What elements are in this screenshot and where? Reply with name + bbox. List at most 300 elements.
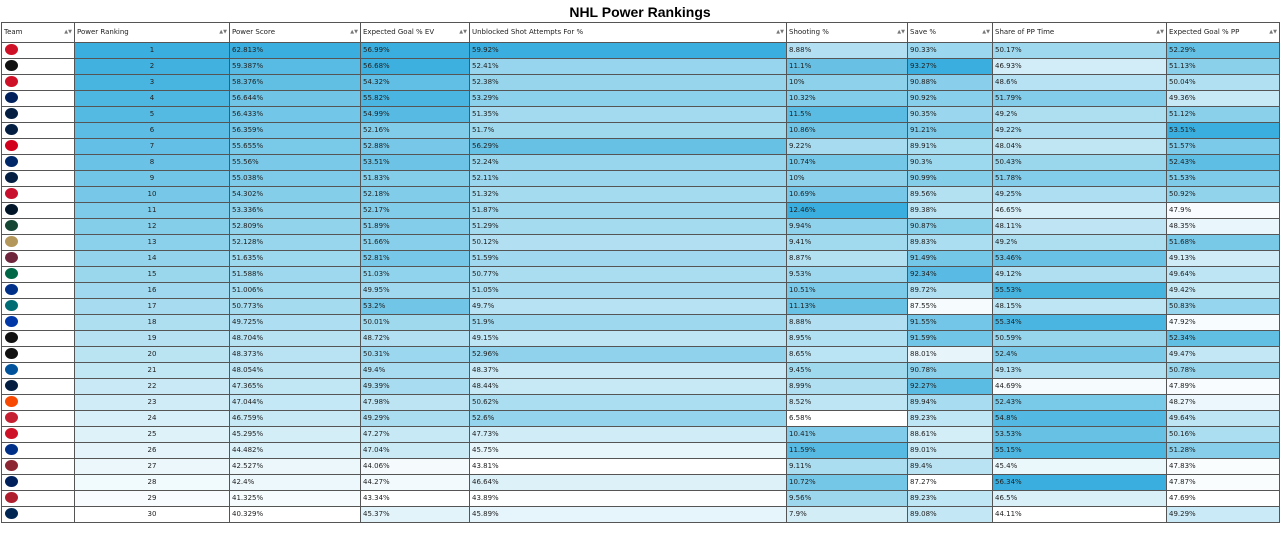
dallas-stars-logo bbox=[5, 268, 18, 279]
usa-cell: 52.96% bbox=[470, 347, 787, 363]
xg-ev-cell: 56.68% bbox=[361, 59, 470, 75]
table-row bbox=[2, 139, 1280, 155]
score-cell: 46.759% bbox=[230, 411, 361, 427]
power-ranking-cell: 15 bbox=[75, 267, 230, 283]
team-cell bbox=[2, 123, 75, 139]
sv-cell: 90.78% bbox=[908, 363, 993, 379]
xg-pp-cell: 49.64% bbox=[1167, 267, 1280, 283]
usa-cell: 46.64% bbox=[470, 475, 787, 491]
pp-cell: 51.79% bbox=[993, 91, 1167, 107]
sh-cell: 10% bbox=[787, 171, 908, 187]
sv-cell: 91.21% bbox=[908, 123, 993, 139]
power-ranking-cell: 3 bbox=[75, 75, 230, 91]
table-row bbox=[2, 507, 1280, 523]
table-row bbox=[2, 267, 1280, 283]
column-header-label: Expected Goal % EV bbox=[363, 27, 435, 36]
power-rankings-table bbox=[1, 22, 1280, 523]
xg-pp-cell: 48.27% bbox=[1167, 395, 1280, 411]
table-row bbox=[2, 43, 1280, 59]
xg-pp-cell: 50.78% bbox=[1167, 363, 1280, 379]
xg-ev-cell: 52.16% bbox=[361, 123, 470, 139]
xg-pp-cell: 47.69% bbox=[1167, 491, 1280, 507]
sh-cell: 9.45% bbox=[787, 363, 908, 379]
usa-cell: 51.35% bbox=[470, 107, 787, 123]
score-cell: 48.373% bbox=[230, 347, 361, 363]
xg-pp-cell: 49.13% bbox=[1167, 251, 1280, 267]
power-ranking-cell: 6 bbox=[75, 123, 230, 139]
colorado-avalanche-logo bbox=[5, 252, 18, 263]
sh-cell: 7.9% bbox=[787, 507, 908, 523]
xg-ev-cell: 53.51% bbox=[361, 155, 470, 171]
xg-pp-cell: 47.9% bbox=[1167, 203, 1280, 219]
table-row bbox=[2, 283, 1280, 299]
sh-cell: 10.32% bbox=[787, 91, 908, 107]
sh-cell: 11.1% bbox=[787, 59, 908, 75]
table-row bbox=[2, 107, 1280, 123]
pp-cell: 56.34% bbox=[993, 475, 1167, 491]
team-cell bbox=[2, 379, 75, 395]
usa-cell: 52.24% bbox=[470, 155, 787, 171]
usa-cell: 49.15% bbox=[470, 331, 787, 347]
xg-ev-cell: 51.89% bbox=[361, 219, 470, 235]
score-cell: 49.725% bbox=[230, 315, 361, 331]
xg-ev-cell: 52.17% bbox=[361, 203, 470, 219]
column-header-expected-goal-ev[interactable] bbox=[361, 23, 470, 43]
sv-cell: 93.27% bbox=[908, 59, 993, 75]
sv-cell: 88.61% bbox=[908, 427, 993, 443]
xg-pp-cell: 52.34% bbox=[1167, 331, 1280, 347]
sv-cell: 90.99% bbox=[908, 171, 993, 187]
sh-cell: 8.95% bbox=[787, 331, 908, 347]
xg-pp-cell: 52.43% bbox=[1167, 155, 1280, 171]
montreal-canadiens-logo bbox=[5, 492, 18, 503]
pp-cell: 53.53% bbox=[993, 427, 1167, 443]
team-cell bbox=[2, 411, 75, 427]
power-ranking-cell: 10 bbox=[75, 187, 230, 203]
table-row bbox=[2, 123, 1280, 139]
usa-cell: 51.32% bbox=[470, 187, 787, 203]
sh-cell: 10.86% bbox=[787, 123, 908, 139]
carolina-hurricanes-logo bbox=[5, 44, 18, 55]
team-cell bbox=[2, 315, 75, 331]
sh-cell: 9.94% bbox=[787, 219, 908, 235]
sort-arrow-icon[interactable]: ▲▼ bbox=[1269, 29, 1277, 35]
xg-pp-cell: 50.04% bbox=[1167, 75, 1280, 91]
xg-ev-cell: 47.27% bbox=[361, 427, 470, 443]
boston-bruins-logo bbox=[5, 60, 18, 71]
power-ranking-cell: 7 bbox=[75, 139, 230, 155]
team-cell bbox=[2, 507, 75, 523]
nashville-predators-logo bbox=[5, 380, 18, 391]
pp-cell: 50.17% bbox=[993, 43, 1167, 59]
power-ranking-cell: 22 bbox=[75, 379, 230, 395]
pp-cell: 46.5% bbox=[993, 491, 1167, 507]
sort-arrow-icon[interactable]: ▲▼ bbox=[982, 29, 990, 35]
table-row bbox=[2, 299, 1280, 315]
pp-cell: 49.25% bbox=[993, 187, 1167, 203]
sh-cell: 11.13% bbox=[787, 299, 908, 315]
column-header-label: Shooting % bbox=[789, 27, 829, 36]
power-ranking-cell: 8 bbox=[75, 155, 230, 171]
xg-ev-cell: 47.04% bbox=[361, 443, 470, 459]
table-row bbox=[2, 379, 1280, 395]
vegas-golden-knights-logo bbox=[5, 236, 18, 247]
table-row bbox=[2, 235, 1280, 251]
pp-cell: 48.11% bbox=[993, 219, 1167, 235]
team-cell bbox=[2, 75, 75, 91]
table-row bbox=[2, 91, 1280, 107]
xg-pp-cell: 47.83% bbox=[1167, 459, 1280, 475]
table-row bbox=[2, 59, 1280, 75]
sv-cell: 89.38% bbox=[908, 203, 993, 219]
team-cell bbox=[2, 91, 75, 107]
table-row bbox=[2, 315, 1280, 331]
team-cell bbox=[2, 363, 75, 379]
usa-cell: 56.29% bbox=[470, 139, 787, 155]
sh-cell: 10% bbox=[787, 75, 908, 91]
power-ranking-cell: 16 bbox=[75, 283, 230, 299]
power-ranking-cell: 29 bbox=[75, 491, 230, 507]
power-ranking-cell: 12 bbox=[75, 219, 230, 235]
sv-cell: 89.4% bbox=[908, 459, 993, 475]
table-row bbox=[2, 171, 1280, 187]
power-ranking-cell: 4 bbox=[75, 91, 230, 107]
sv-cell: 89.91% bbox=[908, 139, 993, 155]
minnesota-wild-logo bbox=[5, 220, 18, 231]
usa-cell: 50.12% bbox=[470, 235, 787, 251]
score-cell: 48.704% bbox=[230, 331, 361, 347]
st-louis-blues-logo bbox=[5, 444, 18, 455]
sv-cell: 88.01% bbox=[908, 347, 993, 363]
pp-cell: 48.6% bbox=[993, 75, 1167, 91]
xg-pp-cell: 47.89% bbox=[1167, 379, 1280, 395]
philadelphia-flyers-logo bbox=[5, 396, 18, 407]
usa-cell: 52.6% bbox=[470, 411, 787, 427]
sh-cell: 8.88% bbox=[787, 315, 908, 331]
score-cell: 47.044% bbox=[230, 395, 361, 411]
sh-cell: 12.46% bbox=[787, 203, 908, 219]
team-cell bbox=[2, 283, 75, 299]
team-cell bbox=[2, 427, 75, 443]
sh-cell: 11.5% bbox=[787, 107, 908, 123]
new-jersey-devils-logo bbox=[5, 76, 18, 87]
usa-cell: 50.77% bbox=[470, 267, 787, 283]
table-row bbox=[2, 219, 1280, 235]
xg-pp-cell: 47.87% bbox=[1167, 475, 1280, 491]
sh-cell: 9.22% bbox=[787, 139, 908, 155]
sv-cell: 89.08% bbox=[908, 507, 993, 523]
usa-cell: 43.81% bbox=[470, 459, 787, 475]
sh-cell: 9.11% bbox=[787, 459, 908, 475]
sv-cell: 91.49% bbox=[908, 251, 993, 267]
florida-panthers-logo bbox=[5, 188, 18, 199]
table-row bbox=[2, 363, 1280, 379]
table-row bbox=[2, 427, 1280, 443]
sv-cell: 89.56% bbox=[908, 187, 993, 203]
sort-arrow-icon[interactable]: ▲▼ bbox=[776, 29, 784, 35]
usa-cell: 53.29% bbox=[470, 91, 787, 107]
team-cell bbox=[2, 331, 75, 347]
page-title: NHL Power Rankings bbox=[569, 4, 711, 20]
xg-pp-cell: 49.42% bbox=[1167, 283, 1280, 299]
team-cell bbox=[2, 155, 75, 171]
pp-cell: 44.11% bbox=[993, 507, 1167, 523]
power-ranking-cell: 17 bbox=[75, 299, 230, 315]
pp-cell: 45.4% bbox=[993, 459, 1167, 475]
sh-cell: 8.88% bbox=[787, 43, 908, 59]
score-cell: 50.773% bbox=[230, 299, 361, 315]
score-cell: 55.56% bbox=[230, 155, 361, 171]
sv-cell: 92.27% bbox=[908, 379, 993, 395]
sv-cell: 90.35% bbox=[908, 107, 993, 123]
score-cell: 56.359% bbox=[230, 123, 361, 139]
xg-ev-cell: 45.37% bbox=[361, 507, 470, 523]
usa-cell: 49.7% bbox=[470, 299, 787, 315]
power-ranking-cell: 1 bbox=[75, 43, 230, 59]
table-row bbox=[2, 347, 1280, 363]
usa-cell: 43.89% bbox=[470, 491, 787, 507]
new-york-rangers-logo bbox=[5, 316, 18, 327]
sort-arrow-icon[interactable]: ▲▼ bbox=[64, 29, 72, 35]
sh-cell: 10.41% bbox=[787, 427, 908, 443]
usa-cell: 48.37% bbox=[470, 363, 787, 379]
score-cell: 58.376% bbox=[230, 75, 361, 91]
sh-cell: 10.51% bbox=[787, 283, 908, 299]
table-body bbox=[2, 43, 1280, 523]
team-cell bbox=[2, 347, 75, 363]
team-cell bbox=[2, 459, 75, 475]
power-ranking-cell: 11 bbox=[75, 203, 230, 219]
power-ranking-cell: 26 bbox=[75, 443, 230, 459]
xg-pp-cell: 47.92% bbox=[1167, 315, 1280, 331]
table-row bbox=[2, 155, 1280, 171]
xg-ev-cell: 54.32% bbox=[361, 75, 470, 91]
pp-cell: 49.12% bbox=[993, 267, 1167, 283]
xg-ev-cell: 44.27% bbox=[361, 475, 470, 491]
sv-cell: 89.72% bbox=[908, 283, 993, 299]
team-cell bbox=[2, 107, 75, 123]
arizona-coyotes-logo bbox=[5, 460, 18, 471]
pp-cell: 51.78% bbox=[993, 171, 1167, 187]
sv-cell: 91.55% bbox=[908, 315, 993, 331]
sh-cell: 6.58% bbox=[787, 411, 908, 427]
pp-cell: 55.15% bbox=[993, 443, 1167, 459]
table-row bbox=[2, 203, 1280, 219]
power-ranking-cell: 25 bbox=[75, 427, 230, 443]
xg-ev-cell: 49.39% bbox=[361, 379, 470, 395]
sort-arrow-icon[interactable]: ▲▼ bbox=[459, 29, 467, 35]
team-cell bbox=[2, 443, 75, 459]
xg-ev-cell: 44.06% bbox=[361, 459, 470, 475]
table-row bbox=[2, 443, 1280, 459]
usa-cell: 45.75% bbox=[470, 443, 787, 459]
table-row bbox=[2, 459, 1280, 475]
calgary-flames-logo bbox=[5, 140, 18, 151]
column-header-label: Unblocked Shot Attempts For % bbox=[472, 27, 584, 36]
score-cell: 53.336% bbox=[230, 203, 361, 219]
pp-cell: 44.69% bbox=[993, 379, 1167, 395]
team-cell bbox=[2, 267, 75, 283]
power-ranking-cell: 9 bbox=[75, 171, 230, 187]
score-cell: 41.325% bbox=[230, 491, 361, 507]
xg-ev-cell: 54.99% bbox=[361, 107, 470, 123]
column-header-power-score[interactable] bbox=[230, 23, 361, 43]
xg-ev-cell: 43.34% bbox=[361, 491, 470, 507]
team-cell bbox=[2, 299, 75, 315]
sv-cell: 90.87% bbox=[908, 219, 993, 235]
column-header-save[interactable] bbox=[908, 23, 993, 43]
washington-capitals-logo bbox=[5, 172, 18, 183]
xg-ev-cell: 50.31% bbox=[361, 347, 470, 363]
xg-pp-cell: 51.12% bbox=[1167, 107, 1280, 123]
xg-ev-cell: 51.66% bbox=[361, 235, 470, 251]
sv-cell: 90.33% bbox=[908, 43, 993, 59]
xg-ev-cell: 50.01% bbox=[361, 315, 470, 331]
ottawa-senators-logo bbox=[5, 412, 18, 423]
xg-ev-cell: 48.72% bbox=[361, 331, 470, 347]
pp-cell: 49.2% bbox=[993, 107, 1167, 123]
xg-pp-cell: 50.92% bbox=[1167, 187, 1280, 203]
team-cell bbox=[2, 219, 75, 235]
team-cell bbox=[2, 235, 75, 251]
los-angeles-kings-logo bbox=[5, 348, 18, 359]
sort-arrow-icon[interactable]: ▲▼ bbox=[350, 29, 358, 35]
sh-cell: 9.56% bbox=[787, 491, 908, 507]
table-row bbox=[2, 331, 1280, 347]
pp-cell: 54.8% bbox=[993, 411, 1167, 427]
xg-pp-cell: 49.29% bbox=[1167, 507, 1280, 523]
table-row bbox=[2, 491, 1280, 507]
xg-ev-cell: 51.83% bbox=[361, 171, 470, 187]
power-ranking-cell: 23 bbox=[75, 395, 230, 411]
sh-cell: 8.52% bbox=[787, 395, 908, 411]
xg-pp-cell: 53.51% bbox=[1167, 123, 1280, 139]
score-cell: 51.006% bbox=[230, 283, 361, 299]
column-header-team[interactable] bbox=[2, 23, 75, 43]
table-row bbox=[2, 411, 1280, 427]
usa-cell: 51.7% bbox=[470, 123, 787, 139]
xg-ev-cell: 51.03% bbox=[361, 267, 470, 283]
xg-ev-cell: 49.95% bbox=[361, 283, 470, 299]
score-cell: 45.295% bbox=[230, 427, 361, 443]
score-cell: 55.038% bbox=[230, 171, 361, 187]
score-cell: 40.329% bbox=[230, 507, 361, 523]
team-cell bbox=[2, 491, 75, 507]
pp-cell: 55.34% bbox=[993, 315, 1167, 331]
column-header-expected-goal-pp[interactable] bbox=[1167, 23, 1280, 43]
column-header-share-pp-time[interactable] bbox=[993, 23, 1167, 43]
vancouver-canucks-logo bbox=[5, 476, 18, 487]
team-cell bbox=[2, 187, 75, 203]
team-cell bbox=[2, 475, 75, 491]
xg-ev-cell: 49.4% bbox=[361, 363, 470, 379]
score-cell: 59.387% bbox=[230, 59, 361, 75]
usa-cell: 52.41% bbox=[470, 59, 787, 75]
score-cell: 42.4% bbox=[230, 475, 361, 491]
xg-pp-cell: 51.13% bbox=[1167, 59, 1280, 75]
xg-ev-cell: 53.2% bbox=[361, 299, 470, 315]
sort-arrow-icon[interactable]: ▲▼ bbox=[1156, 29, 1164, 35]
xg-pp-cell: 51.28% bbox=[1167, 443, 1280, 459]
xg-ev-cell: 49.29% bbox=[361, 411, 470, 427]
sv-cell: 89.83% bbox=[908, 235, 993, 251]
usa-cell: 51.05% bbox=[470, 283, 787, 299]
buffalo-sabres-logo bbox=[5, 284, 18, 295]
score-cell: 54.302% bbox=[230, 187, 361, 203]
sort-arrow-icon[interactable]: ▲▼ bbox=[219, 29, 227, 35]
column-header-unblocked-shot-attempts[interactable] bbox=[470, 23, 787, 43]
sh-cell: 9.41% bbox=[787, 235, 908, 251]
usa-cell: 52.11% bbox=[470, 171, 787, 187]
sv-cell: 87.55% bbox=[908, 299, 993, 315]
team-cell bbox=[2, 171, 75, 187]
pp-cell: 49.22% bbox=[993, 123, 1167, 139]
xg-pp-cell: 50.83% bbox=[1167, 299, 1280, 315]
pp-cell: 46.93% bbox=[993, 59, 1167, 75]
pp-cell: 49.2% bbox=[993, 235, 1167, 251]
power-ranking-cell: 5 bbox=[75, 107, 230, 123]
pittsburgh-penguins-logo bbox=[5, 332, 18, 343]
power-ranking-cell: 14 bbox=[75, 251, 230, 267]
sv-cell: 87.27% bbox=[908, 475, 993, 491]
usa-cell: 51.9% bbox=[470, 315, 787, 331]
sh-cell: 10.74% bbox=[787, 155, 908, 171]
usa-cell: 52.38% bbox=[470, 75, 787, 91]
power-ranking-cell: 18 bbox=[75, 315, 230, 331]
power-ranking-cell: 19 bbox=[75, 331, 230, 347]
sort-arrow-icon[interactable]: ▲▼ bbox=[897, 29, 905, 35]
table-row bbox=[2, 395, 1280, 411]
sv-cell: 91.59% bbox=[908, 331, 993, 347]
team-cell bbox=[2, 59, 75, 75]
score-cell: 55.655% bbox=[230, 139, 361, 155]
usa-cell: 45.89% bbox=[470, 507, 787, 523]
power-ranking-cell: 20 bbox=[75, 347, 230, 363]
sh-cell: 9.53% bbox=[787, 267, 908, 283]
team-cell bbox=[2, 395, 75, 411]
xg-ev-cell: 56.99% bbox=[361, 43, 470, 59]
xg-ev-cell: 52.18% bbox=[361, 187, 470, 203]
sv-cell: 92.34% bbox=[908, 267, 993, 283]
column-header-power-ranking[interactable] bbox=[75, 23, 230, 43]
sv-cell: 90.3% bbox=[908, 155, 993, 171]
column-header-label: Save % bbox=[910, 27, 937, 36]
xg-pp-cell: 49.47% bbox=[1167, 347, 1280, 363]
column-header-label: Power Ranking bbox=[77, 27, 129, 36]
sh-cell: 8.87% bbox=[787, 251, 908, 267]
column-header-label: Share of PP Time bbox=[995, 27, 1055, 36]
pp-cell: 48.04% bbox=[993, 139, 1167, 155]
sv-cell: 89.01% bbox=[908, 443, 993, 459]
usa-cell: 51.59% bbox=[470, 251, 787, 267]
xg-pp-cell: 51.53% bbox=[1167, 171, 1280, 187]
xg-ev-cell: 52.81% bbox=[361, 251, 470, 267]
column-header-label: Power Score bbox=[232, 27, 275, 36]
sh-cell: 10.69% bbox=[787, 187, 908, 203]
xg-pp-cell: 51.57% bbox=[1167, 139, 1280, 155]
score-cell: 62.813% bbox=[230, 43, 361, 59]
score-cell: 51.635% bbox=[230, 251, 361, 267]
pp-cell: 50.59% bbox=[993, 331, 1167, 347]
team-cell bbox=[2, 203, 75, 219]
score-cell: 47.365% bbox=[230, 379, 361, 395]
pp-cell: 55.53% bbox=[993, 283, 1167, 299]
xg-ev-cell: 52.88% bbox=[361, 139, 470, 155]
power-ranking-cell: 21 bbox=[75, 363, 230, 379]
san-jose-sharks-logo bbox=[5, 300, 18, 311]
usa-cell: 59.92% bbox=[470, 43, 787, 59]
column-header-shooting[interactable] bbox=[787, 23, 908, 43]
